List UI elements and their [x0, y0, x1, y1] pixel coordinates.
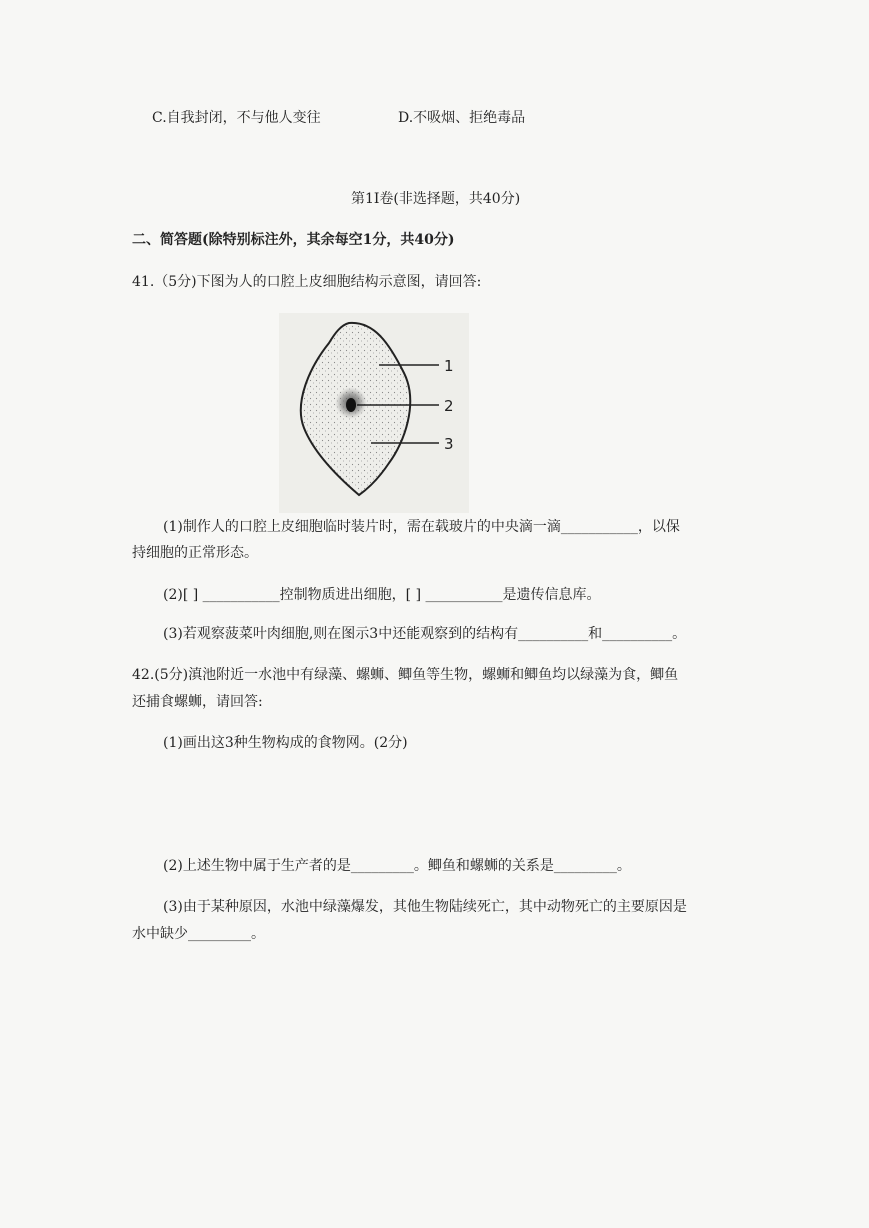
q41-sub3: (3)若观察菠菜叶肉细胞,则在图示3中还能观察到的结构有__________和__________。: [163, 626, 687, 642]
q41-stem: 41.（5分)下图为人的口腔上皮细胞结构示意图，请回答:: [132, 274, 482, 290]
figure-label-3: 3: [444, 435, 454, 453]
q42-sub3-line2: 水中缺少_________。: [132, 926, 265, 942]
q41-sub1-line1: (1)制作人的口腔上皮细胞临时装片时，需在载玻片的中央滴一滴___________，以保: [163, 519, 680, 535]
q42-sub1: (1)画出这3种生物构成的食物网。(2分): [163, 735, 408, 751]
q42-stem-line2: 还捕食螺蛳，请回答:: [132, 694, 263, 710]
cheek-cell-figure: [279, 313, 469, 513]
q41-sub1-line2: 持细胞的正常形态。: [132, 545, 258, 561]
cell-nucleus: [346, 398, 356, 412]
q41-sub2: (2)[ ] ___________控制物质进出细胞，[ ] ___________是遗传信息库。: [163, 587, 601, 603]
option-c: C.自我封闭，不与他人变往: [152, 110, 321, 126]
figure-label-2: 2: [444, 397, 454, 415]
q42-stem-line1: 42.(5分)滇池附近一水池中有绿藻、螺蛳、鲫鱼等生物，螺蛳和鲫鱼均以绿藻为食，鲫鱼: [132, 667, 679, 683]
q42-sub3-line1: (3)由于某种原因，水池中绿藻爆发，其他生物陆续死亡，其中动物死亡的主要原因是: [163, 899, 687, 915]
option-d: D.不吸烟、拒绝毒品: [398, 110, 526, 126]
section-title: 第1I卷(非选择题，共40分): [351, 191, 521, 207]
figure-label-1: 1: [444, 357, 454, 375]
q42-sub2: (2)上述生物中属于生产者的是_________。鲫鱼和螺蛳的关系是_________。: [163, 858, 631, 874]
part-heading: 二、简答题(除特别标注外，其余每空1分，共40分): [132, 232, 455, 248]
